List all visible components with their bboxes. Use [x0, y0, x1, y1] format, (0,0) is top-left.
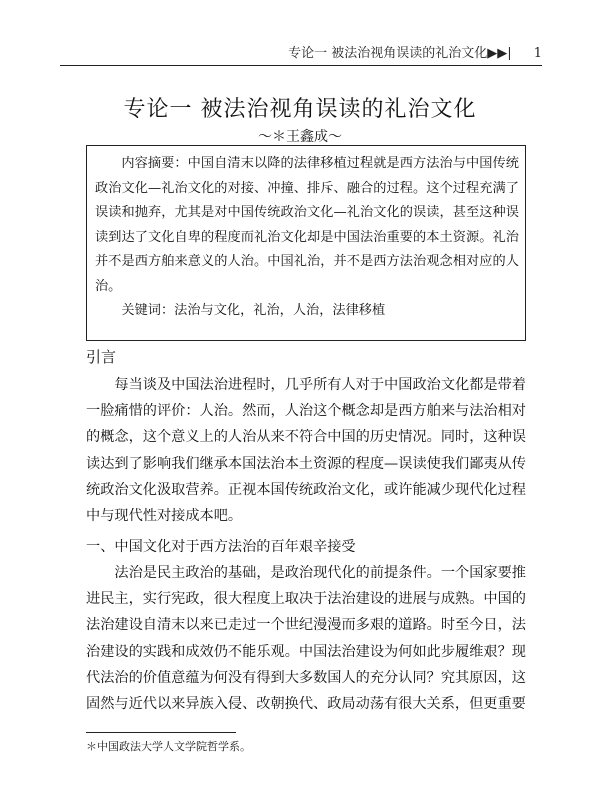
section1-paragraph: 法治是民主政治的基础，是政治现代化的前提条件。一个国家要推进民主，实行宪政，很大程度上取决于法治建设的进展与成熟。中国的法治建设自清末以来已走过一个世纪漫漫而多艰的道路。时至今日，法治建设的实践和成效仍不能乐观。中国法治建设为何如此步履维艰？现代法治的价值意蕴为何没有得到大多数国人的充分认同？究其原因，这固然与近代以来异族入侵、改朝换代、政局动荡有很大关系，但更重要: [86, 565, 526, 713]
running-head: [60, 42, 542, 66]
keywords: 关键词：法治与文化，礼治，人治，法律移植: [121, 303, 386, 318]
intro-paragraph: 每当谈及中国法治进程时，几乎所有人对于中国政治文化都是带着一脸痛惜的评价：人治。然而，人治这个概念却是西方舶来与法治相对的概念，这个意义上的人治从来不符合中国的历史情况。同时，这种误读达到了影响我们继承本国法治本土资源的程度—误读使我们鄙夷从传统政治文化汲取营养。正视本国传统政治文化，或许能减少现代化过程中与现代性对接成本吧。: [86, 377, 526, 525]
abstract-box: [86, 145, 526, 341]
running-title: 专论一 被法治视角误读的礼治文化▶▶|: [288, 46, 512, 61]
section1-paragraph-block: [86, 560, 526, 717]
abstract-text: 内容摘要：中国自清末以降的法律移植过程就是西方法治与中国传统政治文化—礼治文化的对接、冲撞、排斥、融合的过程。这个过程充满了误读和抛弃，尤其是对中国传统政治文化—礼治文化的误读，甚至这种误读到达了文化自卑的程度而礼治文化却是中国法治重要的本土资源。礼治并不是西方舶来意义的人治。中国礼治，并不是西方法治观念相对应的人治。: [95, 156, 519, 294]
footnote: ＊中国政法大学人文学院哲学系。: [86, 740, 251, 753]
intro-paragraph-block: [86, 372, 526, 529]
article-title: 专论一 被法治视角误读的礼治文化: [123, 97, 477, 122]
footnote-rule: [86, 732, 236, 733]
page-number: 1: [533, 46, 542, 61]
article-author: ～＊王鑫成～: [258, 129, 342, 145]
intro-heading: 引言: [86, 348, 117, 366]
section1-heading: 一、中国文化对于西方法治的百年艰辛接受: [86, 539, 356, 555]
